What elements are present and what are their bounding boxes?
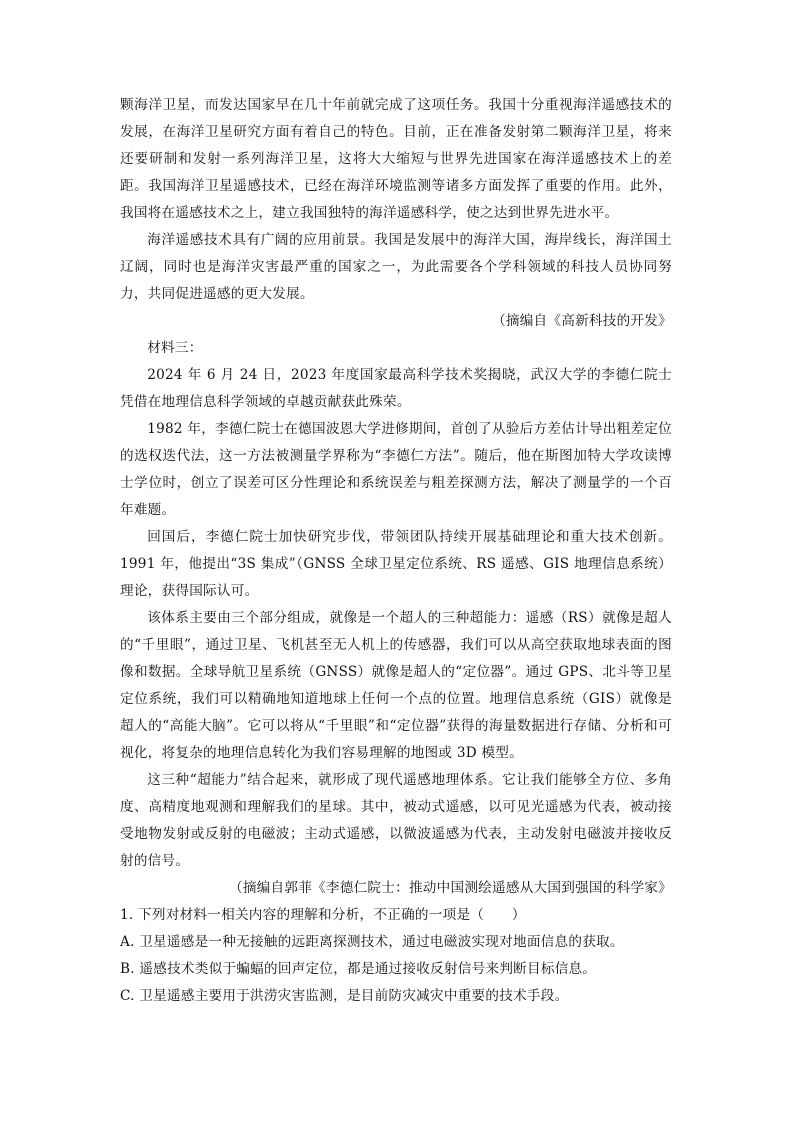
source-citation: （摘编自郭菲《李德仁院士：推动中国测绘遥感从大国到强国的科学家》 xyxy=(229,880,672,896)
document-body xyxy=(120,92,672,1010)
paragraph: 该体系主要由三个部分组成，就像是一个超人的三种超能力：遥感（RS）就像是超人的“千里眼”，通过卫星、飞机甚至无人机上的传感器，我们可以从高空获取地球表面的图像和数据。全球导航卫星系统（GNSS）就像是超人的“定位器”。通过 GPS、北斗等卫星定位系统，我们可以精确地知道地球上任何一个点的位置。地理信息系统（GIS）就像是超人的“高能大脑”。它可以将从“千里眼”和“定位器”获得的海量数据进行存储、分析和可视化，将复杂的地理信息转化为我们容易理解的地图或 3D 模型。 xyxy=(120,610,672,761)
paragraph: 颗海洋卫星，而发达国家早在几十年前就完成了这项任务。我国十分重视海洋遥感技术的发展，在海洋卫星研究方面有着自己的特色。目前，正在准备发射第二颗海洋卫星，将来还要研制和发射一系列海洋卫星，这将大大缩短与世界先进国家在海洋遥感技术上的差距。我国海洋卫星遥感技术，已经在海洋环境监测等诸多方面发挥了重要的作用。此外，我国将在遥感技术之上，建立我国独特的海洋遥感科学，使之达到世界先进水平。 xyxy=(120,97,672,221)
paragraph: 这三种“超能力”结合起来，就形成了现代遥感地理体系。它让我们能够全方位、多角度、高精度地观测和理解我们的星球。其中，被动式遥感，以可见光遥感为代表，被动接受地物发射或反射的电磁波；主动式遥感，以微波遥感为代表，主动发射电磁波并接收反射的信号。 xyxy=(120,772,672,869)
paragraph: 海洋遥感技术具有广阔的应用前景。我国是发展中的海洋大国，海岸线长，海洋国土辽阔，同时也是海洋灾害最严重的国家之一，为此需要各个学科领域的科技人员协同努力，共同促进遥感的更大发展。 xyxy=(120,232,672,302)
source-citation: （摘编自《高新科技的开发》 xyxy=(492,313,672,329)
question-option-a: A. 卫星遥感是一种无接触的远距离探测技术，通过电磁波实现对地面信息的获取。 xyxy=(120,934,624,950)
material-heading: 材料三： xyxy=(147,340,203,356)
paragraph: 2024 年 6 月 24 日，2023 年度国家最高科学技术奖揭晓，武汉大学的李德仁院士凭借在地理信息科学领域的卓越贡献获此殊荣。 xyxy=(120,367,672,410)
paragraph: 1982 年，李德仁院士在德国波恩大学进修期间，首创了从验后方差估计导出粗差定位的选权迭代法，这一方法被测量学界称为“李德仁方法”。随后，他在斯图加特大学攻读博士学位时，创立了误差可区分性理论和系统误差与粗差探测方法，解决了测量学的一个百年难题。 xyxy=(120,421,672,518)
paragraph: 回国后，李德仁院士加快研究步伐，带领团队持续开展基础理论和重大技术创新。1991 年，他提出“3S 集成”（GNSS 全球卫星定位系统、RS 遥感、GIS 地理信息系统）理论，获得国际认可。 xyxy=(120,529,672,599)
question-option-c: C. 卫星遥感主要用于洪涝灾害监测，是目前防灾减灾中重要的技术手段。 xyxy=(120,988,569,1004)
question-stem: 1. 下列对材料一相关内容的理解和分析，不正确的一项是（ ） xyxy=(120,907,526,923)
question-option-b: B. 遥感技术类似于蝙蝠的回声定位，都是通过接收反射信号来判断目标信息。 xyxy=(120,961,597,977)
